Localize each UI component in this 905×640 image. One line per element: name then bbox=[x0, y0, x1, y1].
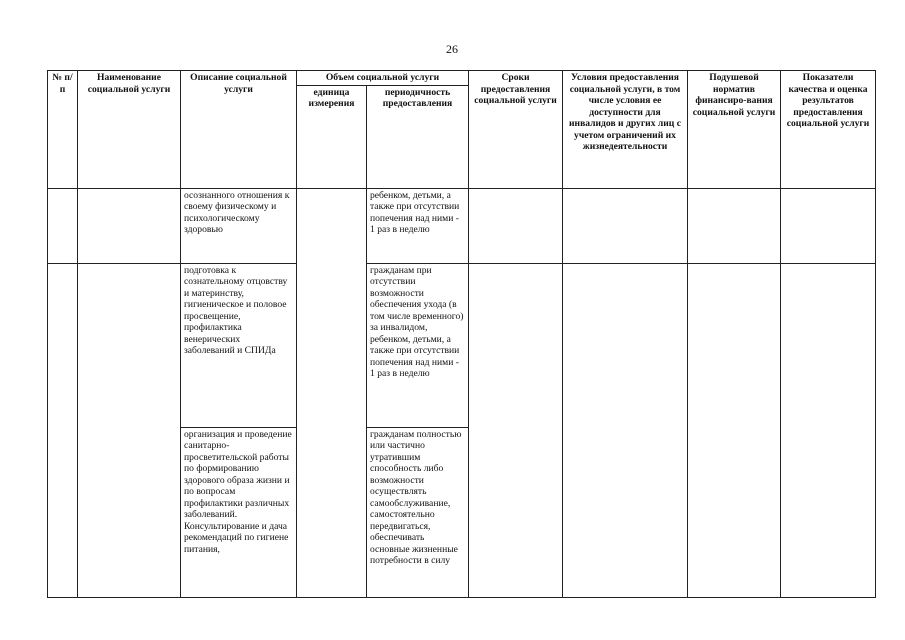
cell-description: осознанного отношения к своему физическому и психологическому здоровью bbox=[181, 188, 297, 263]
cell-terms bbox=[469, 263, 563, 597]
cell-periodicity: гражданам полностью или частично утратившим способность либо возможности осуществлять самообслуживание, самостоятельно передвигаться, обеспечивать основные жизненные потребности в силу bbox=[367, 427, 469, 597]
cell-description: организация и проведение санитарно-просветительской работы по формированию здорового образа жизни и по вопросам профилактики различных заболеваний. Консультирование и дача рекомендаций по гигиене питания, bbox=[181, 427, 297, 597]
header-norm: Подушевой норматив финансиро-вания социальной услуги bbox=[688, 71, 781, 189]
cell-name bbox=[78, 263, 181, 597]
page-number: 26 bbox=[446, 42, 458, 56]
cell-conditions bbox=[563, 263, 688, 597]
header-quality: Показатели качества и оценка результатов предоставления социальной услуги bbox=[781, 71, 876, 189]
cell-norm bbox=[688, 188, 781, 263]
cell-num bbox=[48, 188, 78, 263]
cell-name bbox=[78, 188, 181, 263]
table-row bbox=[48, 188, 876, 263]
services-table bbox=[47, 70, 876, 598]
cell-quality bbox=[781, 263, 876, 597]
cell-conditions bbox=[563, 188, 688, 263]
header-volume: Объем социальной услуги bbox=[297, 71, 469, 86]
cell-terms bbox=[469, 188, 563, 263]
cell-quality bbox=[781, 188, 876, 263]
header-description: Описание социальной услуги bbox=[181, 71, 297, 189]
header-num: № п/п bbox=[48, 71, 78, 189]
cell-periodicity: ребенком, детьми, а также при отсутствии попечения над ними - 1 раз в неделю bbox=[367, 188, 469, 263]
cell-num bbox=[48, 263, 78, 597]
header-terms: Сроки предоставления социальной услуги bbox=[469, 71, 563, 189]
cell-periodicity: гражданам при отсутствии возможности обеспечения ухода (в том числе временного) за инвалидом, ребенком, детьми, а также при отсутствии попечения над ними - 1 раз в неделю bbox=[367, 263, 469, 427]
cell-description: подготовка к сознательному отцовству и материнству, гигиеническое и половое просвещение, профилактика венерических заболеваний и СПИДа bbox=[181, 263, 297, 427]
cell-unit bbox=[297, 188, 367, 597]
table-row bbox=[48, 263, 876, 427]
header-periodicity: периодичность предоставления bbox=[367, 85, 469, 188]
header-conditions: Условия предоставления социальной услуги, в том числе условия ее доступности для инвалидов и других лиц с учетом ограничений их жизнедеятельности bbox=[563, 71, 688, 189]
cell-norm bbox=[688, 263, 781, 597]
header-name: Наименование социальной услуги bbox=[78, 71, 181, 189]
header-unit: единица измерения bbox=[297, 85, 367, 188]
